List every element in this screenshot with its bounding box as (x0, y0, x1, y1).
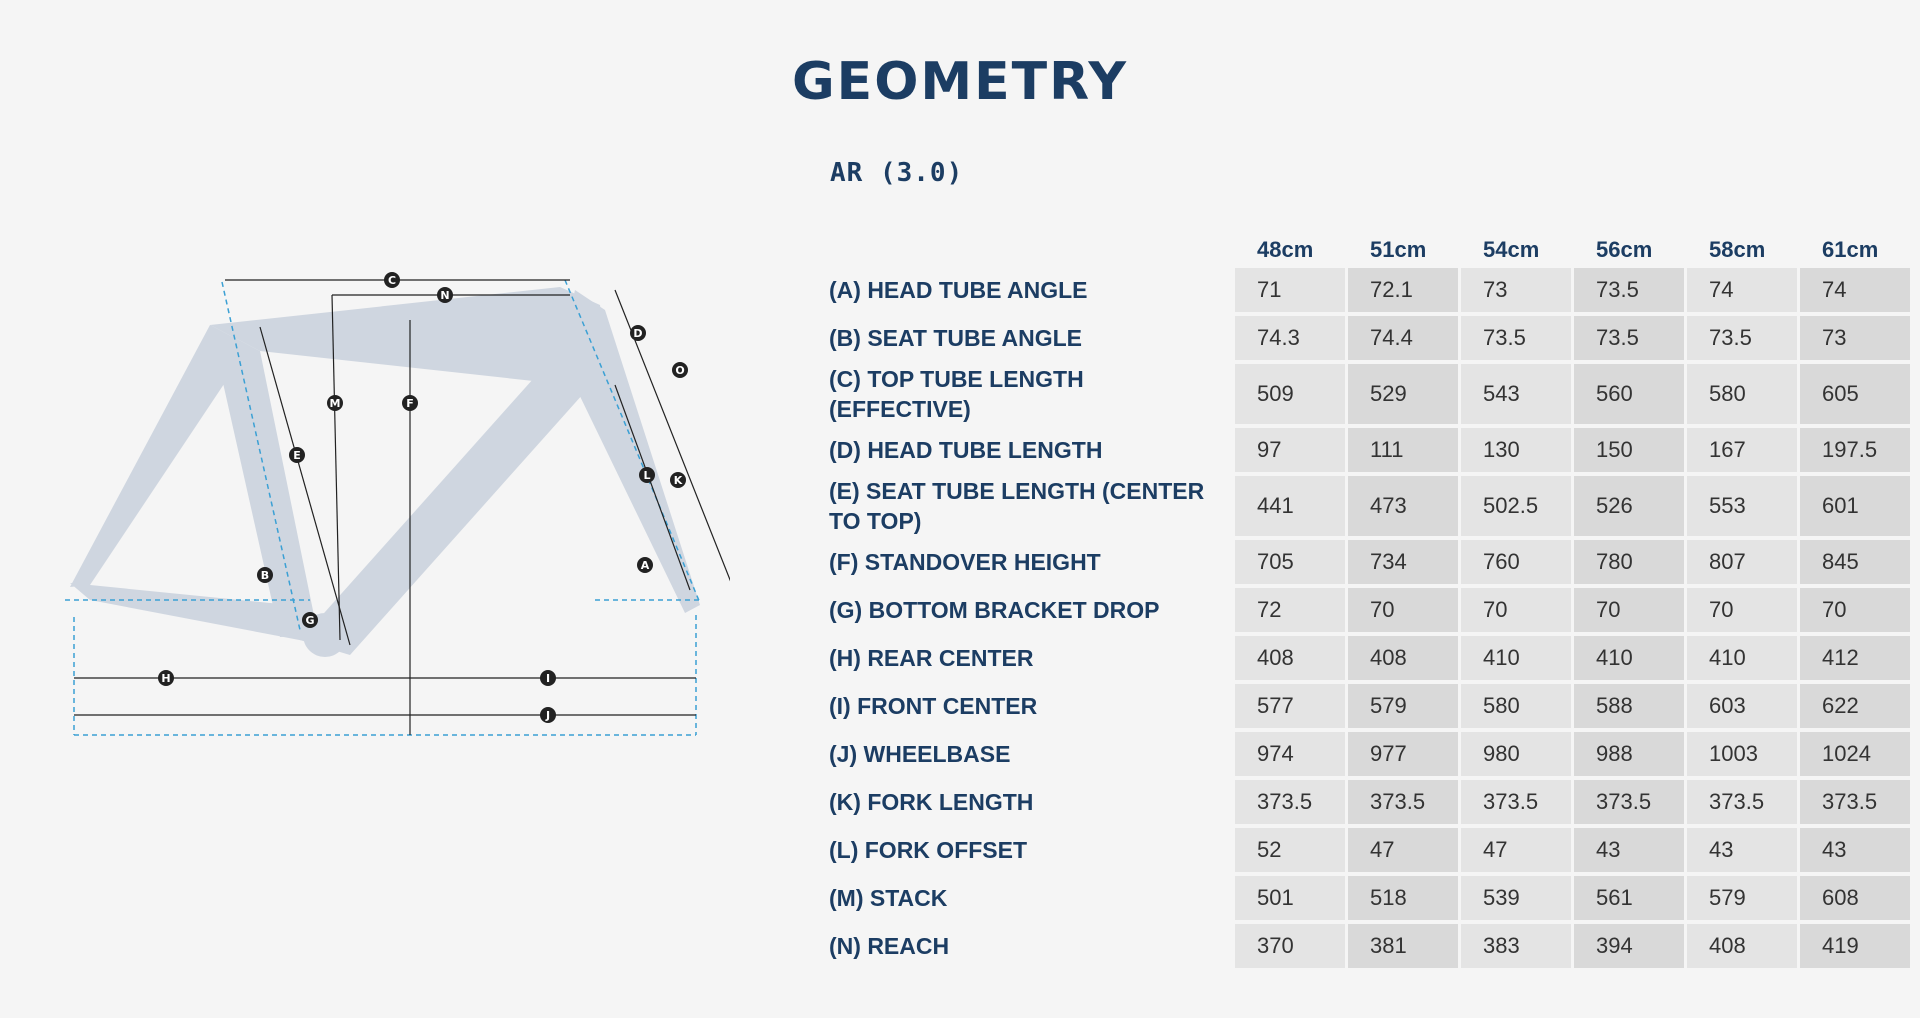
svg-text:G: G (305, 614, 315, 627)
table-row (825, 684, 1910, 728)
table-cell: 579 (1687, 876, 1797, 920)
geometry-table (822, 232, 1913, 972)
row-label: (K) FORK LENGTH (829, 789, 1034, 815)
svg-text:L: L (643, 469, 651, 482)
table-cell: 579 (1348, 684, 1458, 728)
table-cell: 580 (1687, 364, 1797, 424)
table-cell: 74.3 (1235, 316, 1345, 360)
table-cell: 74 (1687, 268, 1797, 312)
table-row (825, 636, 1910, 680)
table-cell: 73 (1461, 268, 1571, 312)
table-row (825, 316, 1910, 360)
table-cell: 580 (1461, 684, 1571, 728)
table-cell: 410 (1461, 636, 1571, 680)
size-header: 58cm (1709, 237, 1766, 262)
svg-text:O: O (675, 364, 685, 377)
table-cell: 441 (1235, 476, 1345, 536)
table-cell: 70 (1687, 588, 1797, 632)
table-cell: 588 (1574, 684, 1684, 728)
table-cell: 73.5 (1461, 316, 1571, 360)
svg-text:I: I (545, 672, 551, 685)
table-cell: 526 (1574, 476, 1684, 536)
table-cell: 47 (1461, 828, 1571, 872)
svg-text:K: K (673, 474, 683, 487)
table-cell: 43 (1574, 828, 1684, 872)
row-label: (E) SEAT TUBE LENGTH (CENTER TO TOP) (829, 478, 1205, 534)
size-header-row (825, 236, 1910, 264)
row-label: (J) WHEELBASE (829, 741, 1011, 767)
table-row (825, 588, 1910, 632)
table-cell: 73 (1800, 316, 1910, 360)
table-row (825, 828, 1910, 872)
page-title: GEOMETRY (792, 52, 1128, 112)
svg-text:C: C (387, 274, 397, 287)
table-row (825, 476, 1910, 536)
table-cell: 980 (1461, 732, 1571, 776)
table-row (825, 364, 1910, 424)
table-cell: 529 (1348, 364, 1458, 424)
table-cell: 845 (1800, 540, 1910, 584)
row-label: (N) REACH (829, 933, 950, 959)
marker-o (672, 362, 688, 378)
table-cell: 410 (1687, 636, 1797, 680)
table-cell: 70 (1800, 588, 1910, 632)
table-cell: 608 (1800, 876, 1910, 920)
table-cell: 73.5 (1687, 316, 1797, 360)
table-row (825, 876, 1910, 920)
svg-text:H: H (161, 672, 171, 685)
table-cell: 43 (1687, 828, 1797, 872)
table-row (825, 780, 1910, 824)
row-label: (I) FRONT CENTER (829, 693, 1038, 719)
table-cell: 373.5 (1348, 780, 1458, 824)
table-cell: 52 (1235, 828, 1345, 872)
marker-k (670, 472, 686, 488)
table-cell: 412 (1800, 636, 1910, 680)
table-cell: 70 (1574, 588, 1684, 632)
svg-text:E: E (293, 449, 301, 462)
table-cell: 622 (1800, 684, 1910, 728)
table-cell: 561 (1574, 876, 1684, 920)
row-label: (D) HEAD TUBE LENGTH (829, 437, 1103, 463)
table-cell: 502.5 (1461, 476, 1571, 536)
marker-d (630, 325, 646, 341)
svg-text:B: B (260, 569, 270, 582)
size-header: 51cm (1370, 237, 1427, 262)
svg-text:J: J (545, 709, 551, 722)
size-header: 56cm (1596, 237, 1653, 262)
table-cell: 97 (1235, 428, 1345, 472)
table-cell: 370 (1235, 924, 1345, 968)
table-cell: 47 (1348, 828, 1458, 872)
marker-j (540, 707, 556, 723)
table-cell: 73.5 (1574, 268, 1684, 312)
row-label: (F) STANDOVER HEIGHT (829, 549, 1101, 575)
svg-text:F: F (406, 397, 414, 410)
row-label: (G) BOTTOM BRACKET DROP (829, 597, 1160, 623)
table-cell: 394 (1574, 924, 1684, 968)
frame-geometry-diagram (60, 265, 730, 745)
table-cell: 72.1 (1348, 268, 1458, 312)
table-cell: 553 (1687, 476, 1797, 536)
table-cell: 74.4 (1348, 316, 1458, 360)
row-label: (H) REAR CENTER (829, 645, 1034, 671)
table-cell: 419 (1800, 924, 1910, 968)
marker-n (437, 287, 453, 303)
table-cell: 539 (1461, 876, 1571, 920)
table-cell: 72 (1235, 588, 1345, 632)
marker-m (327, 395, 343, 411)
bike-frame-shape (70, 287, 700, 657)
row-label: (A) HEAD TUBE ANGLE (829, 277, 1088, 303)
row-label: (B) SEAT TUBE ANGLE (829, 325, 1082, 351)
table-cell: 197.5 (1800, 428, 1910, 472)
size-header: 48cm (1257, 237, 1314, 262)
table-cell: 408 (1687, 924, 1797, 968)
row-label: (M) STACK (829, 885, 948, 911)
table-cell: 473 (1348, 476, 1458, 536)
marker-a (637, 557, 653, 573)
table-cell: 373.5 (1800, 780, 1910, 824)
table-cell: 74 (1800, 268, 1910, 312)
table-cell: 111 (1348, 428, 1458, 472)
table-cell: 70 (1461, 588, 1571, 632)
table-cell: 167 (1687, 428, 1797, 472)
table-cell: 780 (1574, 540, 1684, 584)
table-cell: 410 (1574, 636, 1684, 680)
table-cell: 603 (1687, 684, 1797, 728)
marker-g (302, 612, 318, 628)
table-cell: 408 (1235, 636, 1345, 680)
table-cell: 1024 (1800, 732, 1910, 776)
row-label: (C) TOP TUBE LENGTH (EFFECTIVE) (829, 366, 1084, 422)
table-cell: 543 (1461, 364, 1571, 424)
marker-c (384, 272, 400, 288)
table-cell: 150 (1574, 428, 1684, 472)
table-cell: 43 (1800, 828, 1910, 872)
table-row (825, 268, 1910, 312)
table-cell: 73.5 (1574, 316, 1684, 360)
marker-l (639, 467, 655, 483)
marker-b (257, 567, 273, 583)
table-cell: 974 (1235, 732, 1345, 776)
marker-e (289, 447, 305, 463)
svg-text:D: D (633, 327, 643, 340)
table-cell: 130 (1461, 428, 1571, 472)
table-cell: 509 (1235, 364, 1345, 424)
table-cell: 1003 (1687, 732, 1797, 776)
table-row (825, 732, 1910, 776)
marker-i (540, 670, 556, 686)
table-cell: 501 (1235, 876, 1345, 920)
table-cell: 705 (1235, 540, 1345, 584)
table-cell: 560 (1574, 364, 1684, 424)
table-cell: 381 (1348, 924, 1458, 968)
table-cell: 988 (1574, 732, 1684, 776)
table-cell: 71 (1235, 268, 1345, 312)
marker-h (158, 670, 174, 686)
table-cell: 373.5 (1235, 780, 1345, 824)
size-header: 61cm (1822, 237, 1879, 262)
table-row (825, 924, 1910, 968)
table-cell: 605 (1800, 364, 1910, 424)
table-cell: 373.5 (1687, 780, 1797, 824)
table-cell: 577 (1235, 684, 1345, 728)
table-cell: 383 (1461, 924, 1571, 968)
size-header: 54cm (1483, 237, 1540, 262)
svg-text:A: A (640, 559, 650, 572)
table-cell: 977 (1348, 732, 1458, 776)
table-row (825, 540, 1910, 584)
table-row (825, 428, 1910, 472)
row-label: (L) FORK OFFSET (829, 837, 1028, 863)
model-name: AR (3.0) (830, 158, 964, 188)
table-cell: 734 (1348, 540, 1458, 584)
table-cell: 373.5 (1461, 780, 1571, 824)
table-cell: 760 (1461, 540, 1571, 584)
svg-text:M: M (329, 397, 341, 410)
marker-f (402, 395, 418, 411)
table-cell: 518 (1348, 876, 1458, 920)
table-cell: 70 (1348, 588, 1458, 632)
table-cell: 408 (1348, 636, 1458, 680)
header-spacer (825, 236, 1232, 264)
table-cell: 807 (1687, 540, 1797, 584)
table-cell: 601 (1800, 476, 1910, 536)
geometry-table-body (825, 268, 1910, 968)
table-cell: 373.5 (1574, 780, 1684, 824)
svg-text:N: N (440, 289, 450, 302)
